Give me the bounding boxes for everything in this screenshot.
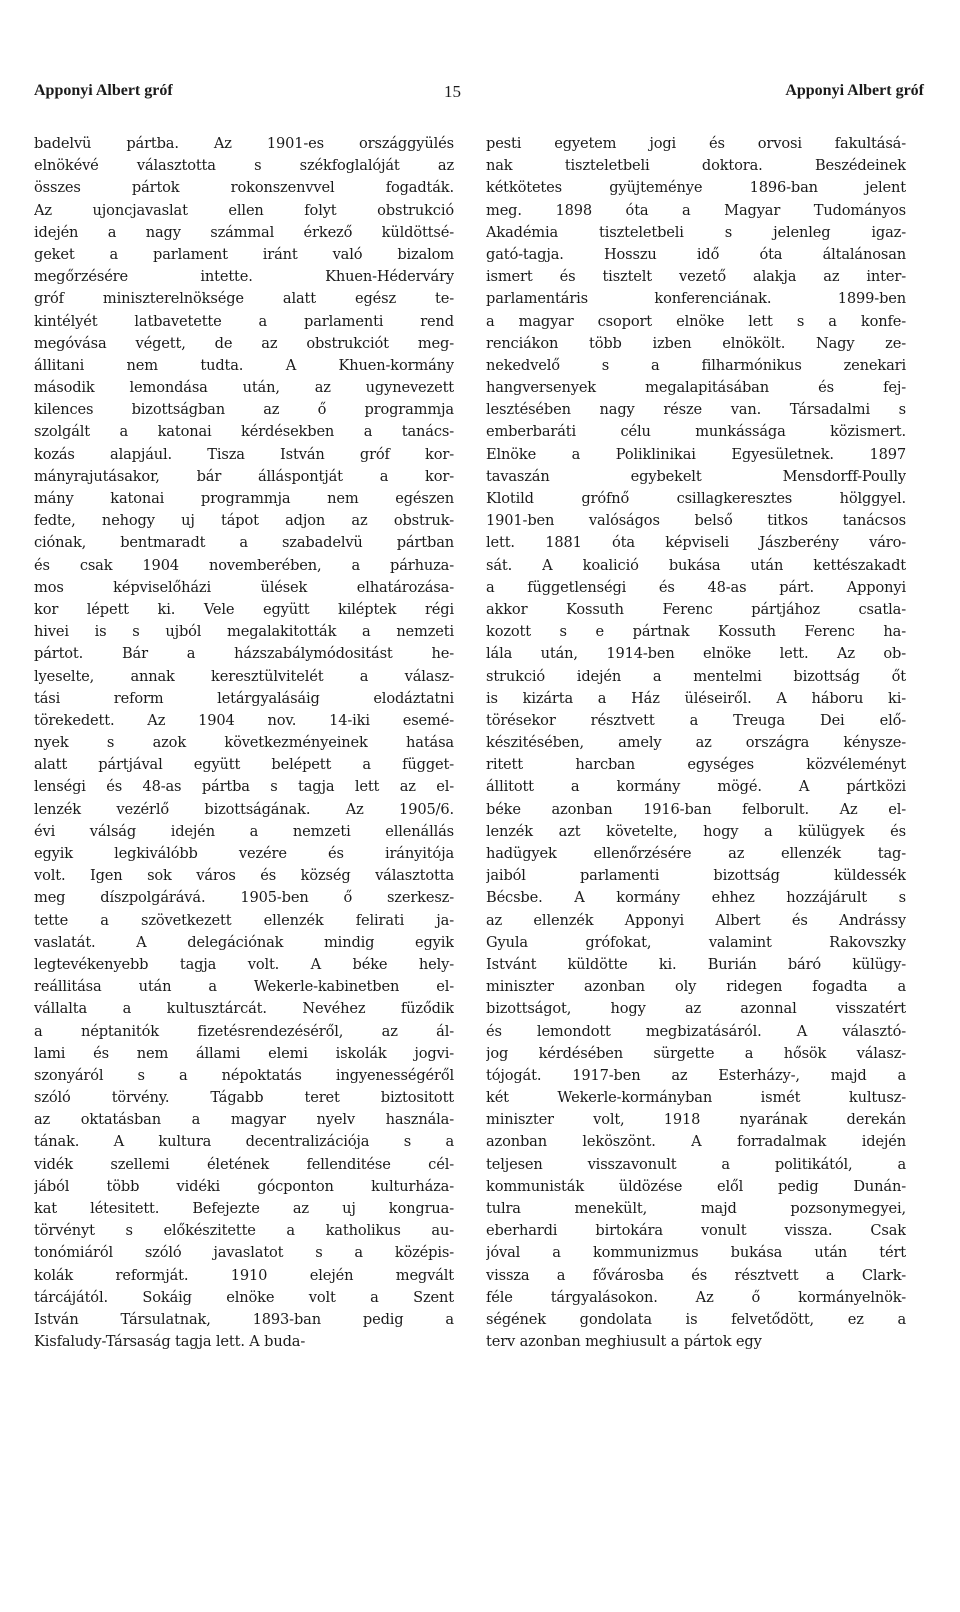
left-column-line: vállalta a kultusztárcát. Nevéhez füződik bbox=[34, 1000, 454, 1018]
right-column-line: lesztésében nagy része van. Társadalmi s bbox=[486, 401, 906, 419]
right-column-line: sát. A koalició bukása után kettészakadt bbox=[486, 556, 906, 574]
right-column-line: Akadémia tiszteletbeli s jelenleg igaz- bbox=[486, 223, 906, 241]
right-column-line: lett. 1881 óta képviseli Jászberény váro- bbox=[486, 534, 906, 552]
right-column-line: tavaszán egybekelt Mensdorff-Poully bbox=[486, 467, 906, 485]
right-column-line: a magyar csoport elnöke lett s a konfe- bbox=[486, 312, 906, 330]
right-column-line: tójogát. 1917-ben az Esterházy-, majd a bbox=[486, 1066, 906, 1084]
left-column-line: meg díszpolgárává. 1905-ben ő szerkesz- bbox=[34, 889, 454, 907]
right-column-line: strukció idején a mentelmi bizottság őt bbox=[486, 667, 906, 685]
left-column-line: tonómiáról szóló javaslatot s a középis- bbox=[34, 1244, 454, 1262]
left-column-line: kolák reformját. 1910 elején megvált bbox=[34, 1266, 454, 1284]
left-column-line: idején a nagy számmal érkező küldöttsé- bbox=[34, 223, 454, 241]
right-column-line: terv azonban meghiusult a pártok egy bbox=[486, 1333, 762, 1351]
right-column-line: a függetlenségi és 48-as párt. Apponyi bbox=[486, 578, 906, 596]
right-column-line: féle tárgyalásokon. Az ő kormányelnök- bbox=[486, 1288, 906, 1306]
left-column-line: gróf miniszterelnöksége alatt egész te- bbox=[34, 290, 454, 308]
right-column-line: tulra menekült, majd pozsonymegyei, bbox=[486, 1200, 906, 1217]
right-column-line: ritett harcban egységes közvéleményt bbox=[486, 756, 906, 774]
running-header bbox=[34, 82, 924, 106]
left-column-line: elnökévé választotta s székfoglalóját az bbox=[34, 157, 454, 175]
left-column-line: állitani nem tudta. A Khuen-kormány bbox=[34, 356, 454, 374]
right-column-line: jóval a kommunizmus bukása után tért bbox=[486, 1244, 906, 1262]
right-column-line: nak tiszteletbeli doktora. Beszédeinek bbox=[486, 157, 906, 175]
right-column-line: Elnöke a Poliklinikai Egyesületnek. 1897 bbox=[486, 445, 906, 463]
running-head-right: Apponyi Albert gróf bbox=[785, 82, 924, 99]
right-column-line: azonban leköszönt. A forradalmak idején bbox=[486, 1133, 906, 1151]
right-column-line: Istvánt küldötte ki. Burián báró külügy- bbox=[486, 955, 906, 973]
left-column-line: mány katonai programmja nem egészen bbox=[34, 490, 454, 507]
right-column-line: ismert és tisztelt vezető alakja az inter- bbox=[486, 268, 906, 286]
left-column-line: Az ujoncjavaslat ellen folyt obstrukció bbox=[34, 201, 454, 219]
left-column-line: ciónak, bentmaradt a szabadelvü pártban bbox=[34, 534, 454, 552]
right-column-line: készitésében, amely az országra kénysze- bbox=[486, 734, 906, 752]
right-column-line: vissza a fővárosba és résztvett a Clark- bbox=[486, 1266, 906, 1284]
left-column-line: évi válság idején a nemzeti ellenállás bbox=[34, 822, 454, 840]
left-column-line: kintélyét latbavetette a parlamenti rend bbox=[34, 312, 454, 330]
left-column-line: vidék szellemi életének fellenditése cél- bbox=[34, 1155, 454, 1173]
right-column-line: ségének gondolata is felvetődött, ez a bbox=[486, 1310, 906, 1328]
left-column-line: István Társulatnak, 1893-ban pedig a bbox=[34, 1310, 454, 1328]
right-column-line: 1901-ben valóságos belső titkos tanácsos bbox=[486, 512, 906, 530]
right-column-line: kétkötetes gyüjteménye 1896-ban jelent bbox=[486, 179, 906, 197]
left-column-line: legtevékenyebb tagja volt. A béke hely- bbox=[34, 955, 454, 973]
left-column-line: kor lépett ki. Vele együtt kiléptek régi bbox=[34, 600, 454, 618]
right-column-line: kommunisták üldözése elől pedig Dunán- bbox=[486, 1177, 906, 1195]
left-column-line: szolgált a katonai kérdésekben a tanács- bbox=[34, 423, 454, 441]
left-column-line: megóvása végett, de az obstrukciót meg- bbox=[34, 334, 454, 352]
left-column-line: kat létesitett. Befejezte az uj kongrua- bbox=[34, 1200, 454, 1217]
left-column-line: reállitása után a Wekerle-kabinetben el- bbox=[34, 978, 454, 996]
right-column-line: eberhardi birtokára vonult vissza. Csak bbox=[486, 1222, 906, 1240]
left-column-line: szóló törvény. Tágabb teret biztositott bbox=[34, 1089, 454, 1107]
right-column-line: parlamentáris konferenciának. 1899-ben bbox=[486, 290, 906, 308]
right-column-line: lenzék azt követelte, hogy a külügyek és bbox=[486, 822, 906, 840]
right-column-line: renciákon több izben elnökölt. Nagy ze- bbox=[486, 334, 906, 352]
left-column-line: jából több vidéki gócponton kulturháza- bbox=[34, 1177, 454, 1195]
left-column-line: második lemondása után, az ugynevezett bbox=[34, 379, 454, 397]
right-column-line: hadügyek ellenőrzésére az ellenzék tag- bbox=[486, 845, 906, 862]
left-column-line: vaslatát. A delegációnak mindig egyik bbox=[34, 933, 454, 951]
right-column-line: bizottságot, hogy az azonnal visszatért bbox=[486, 1000, 906, 1018]
left-column-line: tárcájától. Sokáig elnöke volt a Szent bbox=[34, 1288, 454, 1306]
right-column-line: meg. 1898 óta a Magyar Tudományos bbox=[486, 201, 906, 219]
left-column-line: hivei is s ujból megalakitották a nemzeti bbox=[34, 623, 454, 641]
left-column-line: a néptanitók fizetésrendezéséről, az ál- bbox=[34, 1022, 454, 1040]
right-column-line: hangversenyek megalapitásában és fej- bbox=[486, 379, 906, 397]
right-column-line: béke azonban 1916-ban felborult. Az el- bbox=[486, 800, 906, 818]
left-column-line: törvényt s előkészitette a katholikus au- bbox=[34, 1222, 454, 1240]
left-column-line: kozás alapjául. Tisza István gróf kor- bbox=[34, 445, 454, 463]
right-column-line: kozott s e pártnak Kossuth Ferenc ha- bbox=[486, 623, 906, 641]
right-column-line: teljesen visszavonult a politikától, a bbox=[486, 1155, 906, 1173]
left-column-line: szonyáról s a népoktatás ingyenességéről bbox=[34, 1066, 454, 1084]
right-column-line: jaiból parlamenti bizottság küldessék bbox=[486, 867, 906, 885]
left-column-line: lyeselte, annak keresztülvitelét a válasz- bbox=[34, 667, 454, 685]
right-column-line: nekedvelő s a filharmónikus zenekari bbox=[486, 356, 906, 374]
left-column-line: pártot. Bár a házszabálymódositást he- bbox=[34, 645, 454, 663]
right-column-line: Bécsbe. A kormány ehhez hozzájárult s bbox=[486, 889, 906, 907]
right-column-line: törésekor résztvett a Treuga Dei elő- bbox=[486, 711, 906, 729]
left-column-line: badelvü pártba. Az 1901-es országgyülés bbox=[34, 135, 454, 152]
left-column-line: mányrajutásakor, bár álláspontját a kor- bbox=[34, 467, 454, 485]
left-column-line: tette a szövetkezett ellenzék felirati ja- bbox=[34, 911, 454, 929]
left-column-line: nyek s azok következményeinek hatása bbox=[34, 734, 454, 752]
left-column-line: Kisfaludy-Társaság tagja lett. A buda- bbox=[34, 1333, 306, 1351]
left-column-line: és csak 1904 novemberében, a párhuza- bbox=[34, 556, 454, 574]
page-number: 15 bbox=[444, 82, 461, 101]
left-column-line: egyik legkiválóbb vezére és irányitója bbox=[34, 845, 454, 862]
left-column-line: kilences bizottságban az ő programmja bbox=[34, 401, 454, 419]
right-column-line: két Wekerle-kormányban ismét kultusz- bbox=[486, 1089, 906, 1107]
right-column-line: Klotild grófnő csillagkeresztes hölggyel. bbox=[486, 490, 906, 507]
right-column-line: Gyula grófokat, valamint Rakovszky bbox=[486, 933, 906, 951]
right-column-line: emberbaráti célu munkássága közismert. bbox=[486, 423, 906, 441]
right-column-line: lála után, 1914-ben elnöke lett. Az ob- bbox=[486, 645, 906, 663]
left-column-line: tának. A kultura decentralizációja s a bbox=[34, 1133, 454, 1151]
left-column-line: tási reform letárgyalásáig elodáztatni bbox=[34, 689, 454, 707]
left-column-line: törekedett. Az 1904 nov. 14-iki esemé- bbox=[34, 711, 454, 729]
left-column-line: összes pártok rokonszenvvel fogadták. bbox=[34, 179, 454, 197]
left-column-line: mos képviselőházi ülések elhatározása- bbox=[34, 578, 454, 596]
right-column-line: jog kérdésében sürgette a hősök válasz- bbox=[486, 1044, 906, 1062]
running-head-left: Apponyi Albert gróf bbox=[34, 82, 173, 99]
right-column-line: is kizárta a Ház üléseiről. A háboru ki- bbox=[486, 689, 906, 707]
left-column-line: lami és nem állami elemi iskolák jogvi- bbox=[34, 1044, 454, 1062]
left-column-line: lenségi és 48-as pártba s tagja lett az el- bbox=[34, 778, 454, 796]
right-column-line: akkor Kossuth Ferenc pártjához csatla- bbox=[486, 600, 906, 618]
left-column-line: geket a parlament iránt való bizalom bbox=[34, 245, 454, 263]
left-column-line: alatt pártjával együtt belépett a függet- bbox=[34, 756, 454, 774]
right-column-line: az ellenzék Apponyi Albert és Andrássy bbox=[486, 911, 906, 929]
text-columns bbox=[34, 133, 924, 1573]
right-column-line: állitott a kormány mögé. A pártközi bbox=[486, 778, 906, 796]
right-column-line: pesti egyetem jogi és orvosi fakultásá- bbox=[486, 135, 906, 152]
left-column-line: fedte, nehogy uj tápot adjon az obstruk- bbox=[34, 512, 454, 530]
right-column bbox=[486, 133, 906, 1353]
left-column-line: volt. Igen sok város és község választotta bbox=[34, 867, 454, 885]
right-column-line: miniszter volt, 1918 nyarának derekán bbox=[486, 1111, 906, 1129]
left-column bbox=[34, 133, 454, 1353]
left-column-line: lenzék vezérlő bizottságának. Az 1905/6. bbox=[34, 800, 454, 818]
left-column-line: megőrzésére intette. Khuen-Héderváry bbox=[34, 268, 454, 286]
right-column-line: miniszter azonban oly ridegen fogadta a bbox=[486, 978, 906, 996]
right-column-line: és lemondott megbizatásáról. A választó- bbox=[486, 1022, 906, 1040]
right-column-line: gató-tagja. Hosszu idő óta általánosan bbox=[486, 245, 906, 263]
left-column-line: az oktatásban a magyar nyelv használa- bbox=[34, 1111, 454, 1129]
